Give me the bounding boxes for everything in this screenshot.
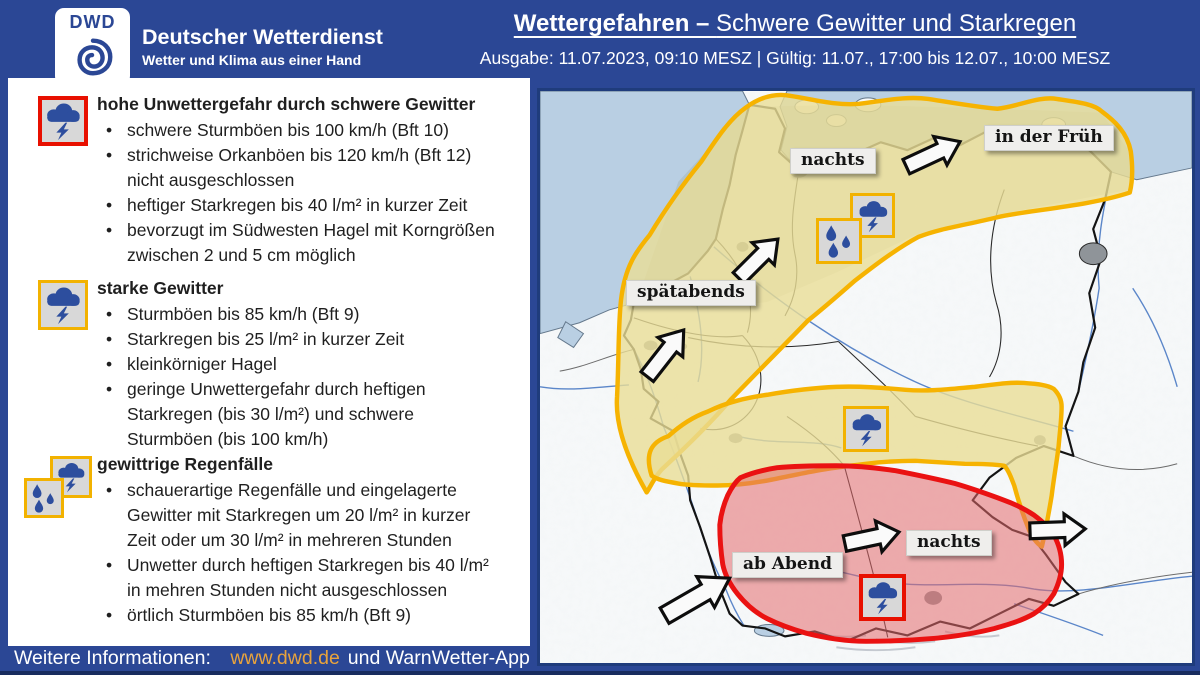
severe-thunderstorm-icon [38,96,88,146]
timing-label-in-der-frueh: in der Früh [984,125,1114,151]
legend-bullet: • Sturmböen bis 85 km/h (Bft 9) [97,302,501,327]
page-title-rest: Schwere Gewitter und Starkregen [716,10,1077,37]
dwd-website-link[interactable]: www.dwd.de [230,646,340,669]
dwd-spiral-icon [70,33,116,79]
legend-list-rain [97,478,501,628]
footer-suffix: und WarnWetter-App [347,646,530,669]
timing-label-spaetabends: spätabends [626,280,756,306]
timing-label-nachts-north: nachts [790,148,876,174]
page-title [400,9,1190,39]
warning-map [537,88,1195,666]
brand-block [142,24,383,70]
legend-bullet: • geringe Unwettergefahr durch heftigen Starkregen (bis 30 l/m²) und schwere Sturmböen (bis 100 km/h) [97,377,501,452]
legend-title-strong: starke Gewitter [97,278,224,298]
title-block [400,9,1190,69]
legend-section-strong [8,276,530,452]
legend-list-strong [97,302,501,452]
page-title-bold: Wettergefahren – [513,10,717,37]
brand-claim: Wetter und Klima aus einer Hand [142,52,362,68]
rain-icon [24,478,64,518]
legend-title-severe: hohe Unwettergefahr durch schwere Gewitter [97,94,476,114]
legend-section-rain [8,452,530,628]
legend-section-severe [8,92,530,268]
dwd-logo-text: DWD [69,12,116,32]
thunderstorm-icon-south [859,574,906,621]
legend-panel [8,78,530,646]
legend-bullet: • kleinkörniger Hagel [97,352,501,377]
berlin-area [1079,243,1107,265]
legend-bullet: • strichweise Orkanböen bis 120 km/h (Bft 12) nicht ausgeschlossen [97,143,501,193]
legend-bullet: • bevorzugt im Südwesten Hagel mit Korngrößen zwischen 2 und 5 cm möglich [97,218,501,268]
footer-prefix: Weitere Informationen: [14,646,217,669]
thunderstorm-icon-middle [843,406,889,452]
legend-bullet: • schwere Sturmböen bis 100 km/h (Bft 10) [97,118,501,143]
brand-name: Deutscher Wetterdienst [142,25,383,49]
legend-bullet: • schauerartige Regenfälle und eingelagerte Gewitter mit Starkregen um 20 l/m² in kurzer Zeit oder um 30 l/m² in mehreren Stunden [97,478,501,553]
thunderstorm-icon [38,280,88,330]
footer-info-bar [14,644,530,672]
rain-thunderstorm-icon-pair [24,456,94,522]
issue-validity-line: Ausgabe: 11.07.2023, 09:10 MESZ | Gültig: 11.07., 17:00 bis 12.07., 10:00 MESZ [479,48,1111,68]
legend-list-severe [97,118,501,268]
legend-bullet: • örtlich Sturmböen bis 85 km/h (Bft 9) [97,603,501,628]
legend-title-rain: gewittrige Regenfälle [97,454,274,474]
page-bottom-edge [0,671,1200,675]
timing-label-ab-abend: ab Abend [732,552,843,578]
rain-icon-north [816,218,862,264]
legend-bullet: • Starkregen bis 25 l/m² in kurzer Zeit [97,327,501,352]
legend-bullet: • Unwetter durch heftigen Starkregen bis 40 l/m² in mehren Stunden nicht ausgeschlossen [97,553,501,603]
dwd-logo [55,8,130,85]
legend-bullet: • heftiger Starkregen bis 40 l/m² in kurzer Zeit [97,193,501,218]
timing-label-nachts-south: nachts [906,530,992,556]
